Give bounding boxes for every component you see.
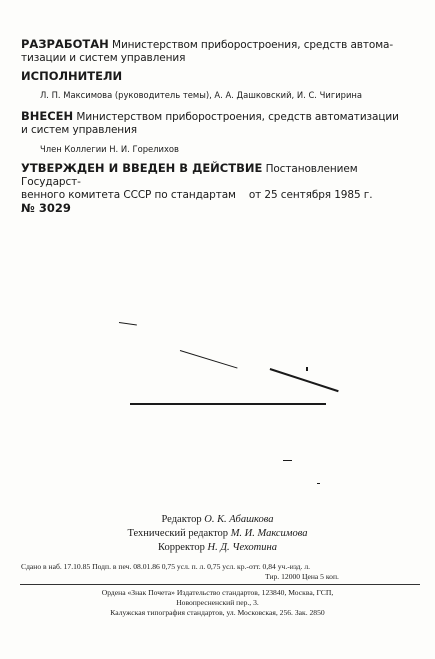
approved-text-1: Постановлением Государст- [21, 163, 358, 188]
scan-mark [130, 403, 326, 405]
scan-mark [270, 368, 339, 392]
executors-section [21, 69, 415, 83]
approved-section [21, 162, 415, 215]
proofreader-name: Н. Д. Чехотина [207, 542, 277, 553]
printer-2: Калужская типография стандартов, ул. Московская, 256. Зак. 2850 [110, 608, 325, 617]
approved-line-3: № 3029 [21, 201, 71, 215]
approved-keyword: УТВЕРЖДЕН И ВВЕДЕН В ДЕЙСТВИЕ [21, 161, 263, 175]
imprint-divider [20, 584, 420, 585]
editor-line [0, 513, 435, 527]
developed-keyword: РАЗРАБОТАН [21, 37, 109, 51]
introduced-line-2: и систем управления [21, 124, 138, 136]
introduced-member: Член Коллегии Н. И. Горелихов [40, 144, 179, 154]
introduced-text-1: Министерством приборостроения, средств автоматизации [73, 111, 399, 123]
scan-mark [306, 367, 308, 371]
scan-mark [283, 460, 292, 461]
printer-1-line-1: Ордена «Знак Почета» Издательство стандартов, 123840, Москва, ГСП, [101, 588, 334, 597]
editors-block [0, 513, 435, 555]
proofreader-line [0, 541, 435, 555]
tech-editor-role: Технический редактор [127, 528, 229, 539]
tech-editor-name: М. И. Максимова [230, 528, 308, 539]
executors-names: Л. П. Максимова (руководитель темы), А. А. Дашковский, И. С. Чигирина [40, 90, 363, 100]
approved-line-1 [21, 162, 415, 189]
introduced-keyword: ВНЕСЕН [21, 109, 74, 123]
proofreader-role: Корректор [158, 542, 205, 553]
approved-line-2: венного комитета СССР по стандартам от 25 сентября 1985 г. [21, 189, 373, 201]
scan-mark [119, 322, 137, 325]
imprint-line-1: Сдано в наб. 17.10.85 Подп. в печ. 08.01.86 0,75 усл. п. л. 0,75 усл. кр.-отт. 0,84 уч.-изд. л. [21, 562, 311, 571]
developed-section [21, 38, 415, 65]
developed-line-2: тизации и систем управления [21, 52, 186, 64]
scan-mark [180, 350, 238, 368]
tech-editor-line [0, 527, 435, 541]
introduced-section [21, 110, 415, 137]
developed-text-1: Министерством приборостроения, средств автома- [108, 39, 394, 51]
executors-keyword: ИСПОЛНИТЕЛИ [21, 69, 123, 83]
printer-1-line-2: Новопресненский пер., 3. [176, 598, 259, 607]
editor-role: Редактор [161, 514, 202, 525]
introduced-line-1 [21, 110, 415, 124]
scan-mark [317, 483, 320, 484]
developed-line-1 [21, 38, 415, 52]
imprint-line-2: Тир. 12000 Цена 5 коп. [265, 572, 339, 581]
editor-name: О. К. Абашкова [204, 514, 274, 525]
